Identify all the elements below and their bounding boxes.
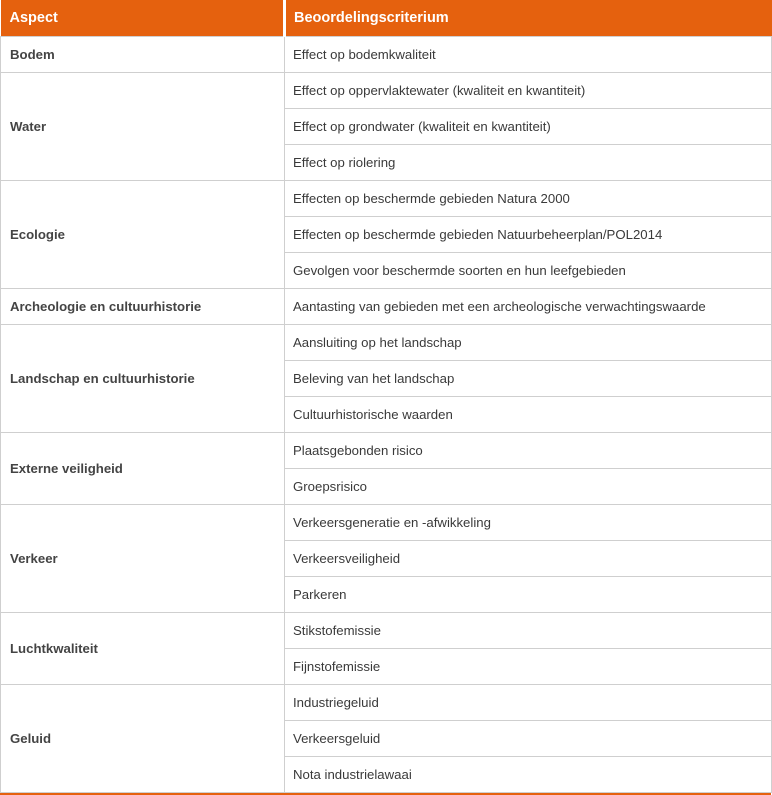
table-row — [1, 684, 772, 720]
table-row — [1, 288, 772, 324]
criterion-cell: Plaatsgebonden risico — [285, 432, 772, 468]
criterion-cell: Cultuurhistorische waarden — [285, 396, 772, 432]
criterion-cell: Verkeersgeluid — [285, 720, 772, 756]
criterion-cell: Aantasting van gebieden met een archeologische verwachtingswaarde — [285, 288, 772, 324]
table-row — [1, 612, 772, 648]
criterion-cell: Stikstofemissie — [285, 612, 772, 648]
aspect-cell: Water — [1, 72, 285, 180]
criterion-cell: Effect op bodemkwaliteit — [285, 36, 772, 72]
criterion-cell: Effect op riolering — [285, 144, 772, 180]
aspect-cell: Ecologie — [1, 180, 285, 288]
criterion-cell: Industriegeluid — [285, 684, 772, 720]
aspect-cell: Verkeer — [1, 504, 285, 612]
criterion-cell: Effecten op beschermde gebieden Natuurbeheerplan/POL2014 — [285, 216, 772, 252]
header-aspect: Aspect — [1, 0, 285, 36]
criterion-cell: Effect op oppervlaktewater (kwaliteit en kwantiteit) — [285, 72, 772, 108]
table-row — [1, 324, 772, 360]
table-row — [1, 432, 772, 468]
aspect-cell: Luchtkwaliteit — [1, 612, 285, 684]
criterion-cell: Nota industrielawaai — [285, 756, 772, 792]
criterion-cell: Effecten op beschermde gebieden Natura 2000 — [285, 180, 772, 216]
criterion-cell: Fijnstofemissie — [285, 648, 772, 684]
aspect-cell: Geluid — [1, 684, 285, 792]
table-body — [1, 36, 772, 792]
criterion-cell: Verkeersveiligheid — [285, 540, 772, 576]
criterion-cell: Groepsrisico — [285, 468, 772, 504]
table-row — [1, 504, 772, 540]
header-criterion: Beoordelingscriterium — [285, 0, 772, 36]
criterion-cell: Effect op grondwater (kwaliteit en kwantiteit) — [285, 108, 772, 144]
aspect-cell: Externe veiligheid — [1, 432, 285, 504]
aspect-cell: Archeologie en cultuurhistorie — [1, 288, 285, 324]
table-row — [1, 72, 772, 108]
aspect-cell: Bodem — [1, 36, 285, 72]
criterion-cell: Gevolgen voor beschermde soorten en hun leefgebieden — [285, 252, 772, 288]
header-row — [1, 0, 772, 36]
criterion-cell: Verkeersgeneratie en -afwikkeling — [285, 504, 772, 540]
table-row — [1, 180, 772, 216]
criterion-cell: Aansluiting op het landschap — [285, 324, 772, 360]
criterion-cell: Beleving van het landschap — [285, 360, 772, 396]
aspect-cell: Landschap en cultuurhistorie — [1, 324, 285, 432]
criterion-cell: Parkeren — [285, 576, 772, 612]
table-row — [1, 36, 772, 72]
table-header — [1, 0, 772, 36]
